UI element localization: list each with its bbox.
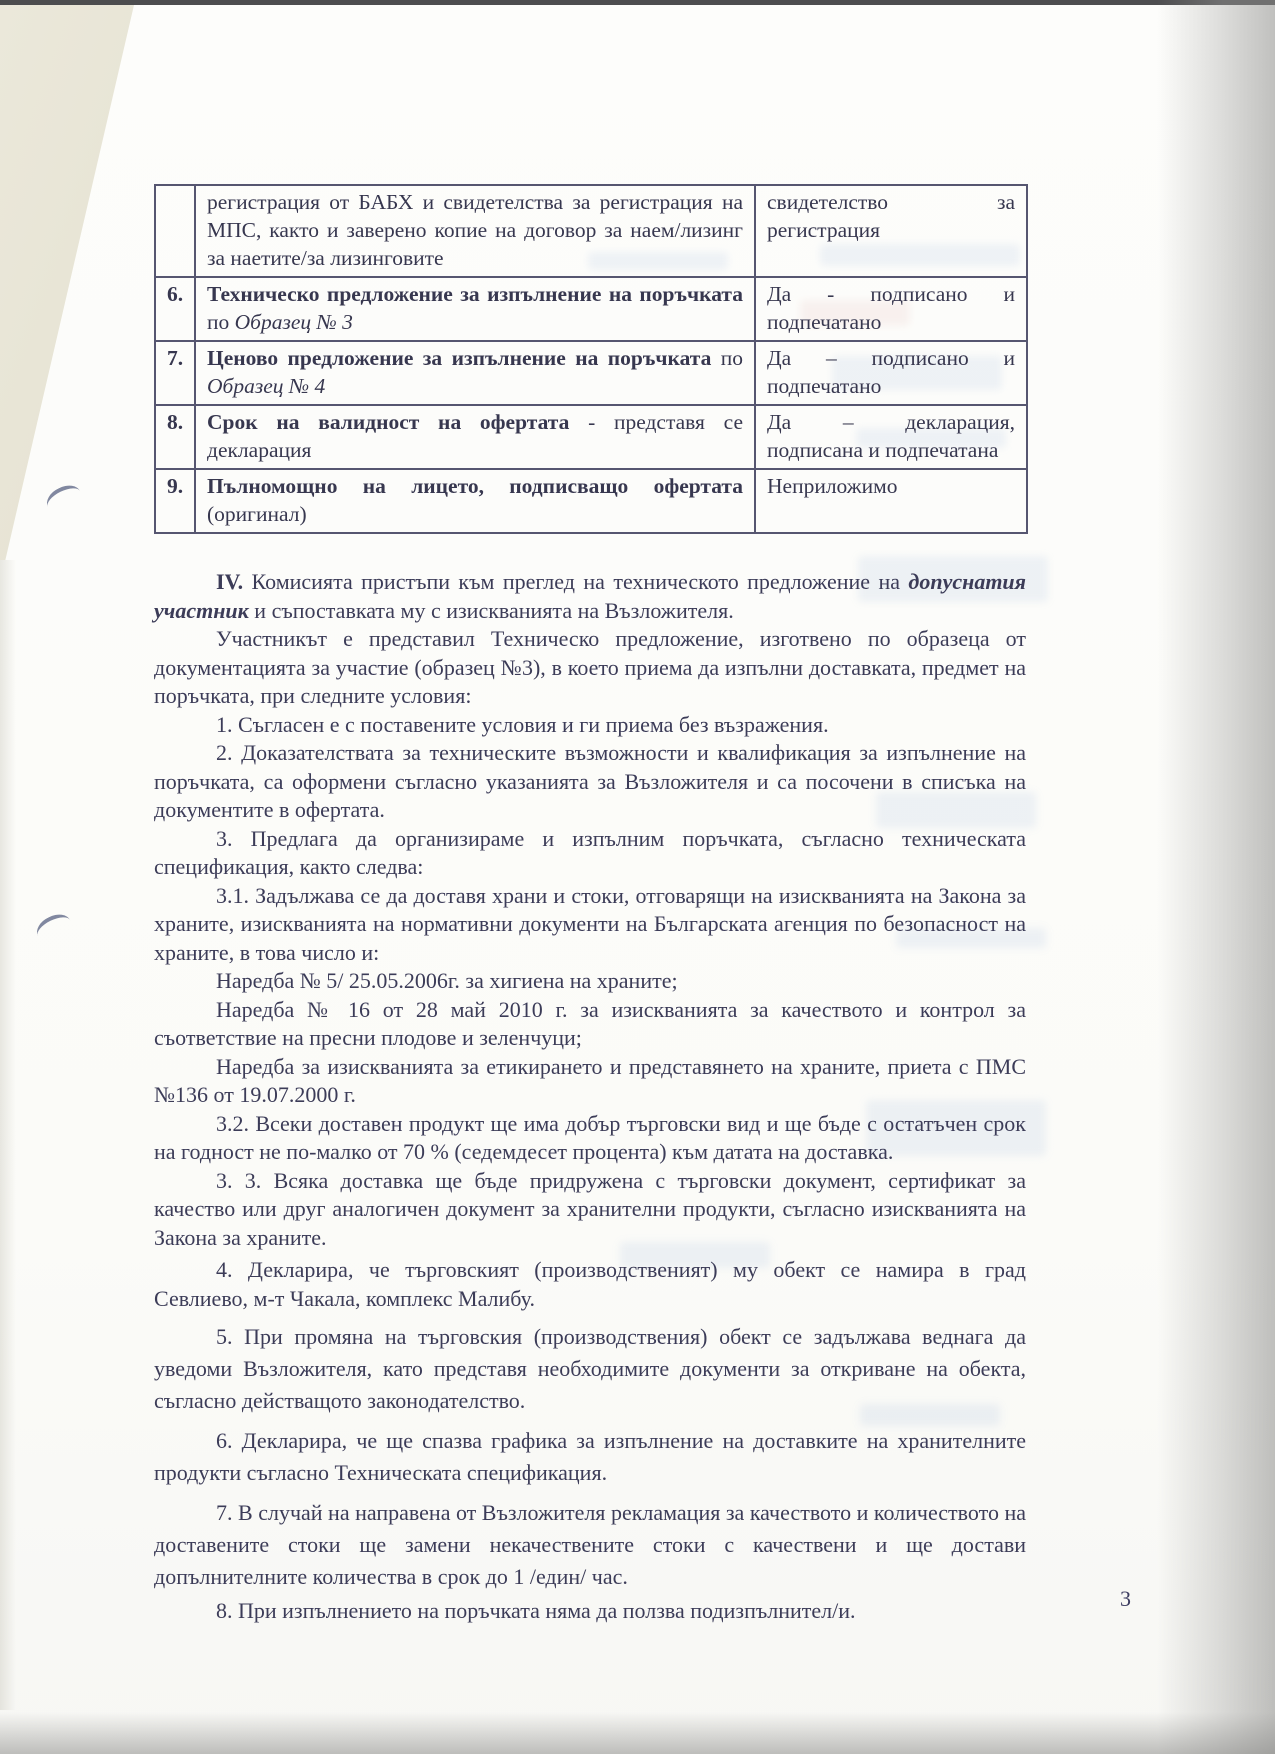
- row-number: 9.: [167, 474, 184, 498]
- row-number-cell: [155, 469, 195, 533]
- paragraph: 3. Предлага да организираме и изпълним поръчката, съгласно техническата спецификация, както следва:: [154, 825, 1026, 879]
- page-number: 3: [1120, 1586, 1131, 1611]
- paragraph: 4. Декларира, че търговският (производственият) му обект се намира в град Севлиево, м-т Чакала, комплекс Малибу.: [154, 1257, 1026, 1311]
- row-number-cell: [155, 405, 195, 469]
- compliance-text: Неприложимо: [767, 474, 898, 498]
- description-text: регистрация от БАБХ и свидетелства за регистрация на МПС, както и заверено копие на договор за наем/лизинг за наетите/за лизинговите: [207, 190, 743, 270]
- table-row: [155, 469, 1027, 533]
- description-text: (оригинал): [207, 502, 307, 526]
- description-text: - представя се декларация: [207, 410, 743, 462]
- description-text: по: [711, 346, 743, 370]
- page-edge-right: [1157, 0, 1275, 1754]
- description-bold: Ценово предложение за изпълнение на поръчката: [207, 346, 712, 370]
- paragraph: 2. Доказателствата за техническите възможности и квалификация за изпълнение на поръчката, са оформени съгласно указанията за Възложителя и са посочени в списъка на документите в офертата.: [154, 740, 1026, 822]
- item-description-cell: [195, 405, 755, 469]
- margin-mark: [43, 480, 86, 517]
- item-description-cell: [195, 469, 755, 533]
- row-number: 6.: [167, 282, 184, 306]
- table-row: [155, 277, 1027, 341]
- paragraph: 7. В случай на направена от Възложителя рекламация за качеството и количеството на доставените стоки ще замени некачествените стоки с качествени и ще достави допълнителните количества в срок до 1 /един/ час.: [154, 1500, 1026, 1589]
- description-bold: Срок на валидност на офертата: [207, 410, 570, 434]
- row-number: 7.: [167, 346, 184, 370]
- description-bold: Пълномощно на лицето, подписващо офертата: [207, 474, 743, 498]
- table-row: [155, 341, 1027, 405]
- compliance-text: Да - подписано и подпечатано: [767, 282, 1015, 334]
- paragraph: 3.2. Всеки доставен продукт ще има добър търговски вид и ще бъде с остатъчен срок на годност не по-малко от 70 % (седемдесет процента) към датата на доставка.: [154, 1110, 1026, 1164]
- intro-emphasis: допуснатия участник: [154, 569, 1026, 623]
- paragraph: Наредба № 5/ 25.05.2006г. за хигиена на храните;: [216, 968, 678, 993]
- item-description-cell: [195, 185, 755, 277]
- scanner-edge-top: [0, 0, 1275, 5]
- compliance-text: Да – декларация, подписана и подпечатана: [767, 410, 1015, 462]
- row-number-cell: [155, 185, 195, 277]
- row-number-cell: [155, 341, 195, 405]
- page-content: [154, 184, 1026, 1626]
- margin-mark: [33, 909, 76, 946]
- description-text: по: [207, 310, 235, 334]
- paragraph: 6. Декларира, че ще спазва графика за изпълнение на доставките на хранителните продукти съгласно Техническата спецификация.: [154, 1428, 1026, 1485]
- section-numeral: IV.: [216, 569, 244, 594]
- commission-review-text: [154, 568, 1026, 1626]
- compliance-cell: [755, 341, 1027, 405]
- paragraph: 3. 3. Всяка доставка ще бъде придружена с търговски документ, сертификат за качество или друг аналогичен документ за хранителни продукти, съгласно изискванията на Закона за храните.: [154, 1167, 1026, 1250]
- row-number: 8.: [167, 410, 184, 434]
- compliance-cell: [755, 469, 1027, 533]
- row-number-cell: [155, 277, 195, 341]
- compliance-cell: [755, 277, 1027, 341]
- paragraph: Участникът е представил Техническо предложение, изготвено по образеца от документацията за участие (образец №3), в което приема да изпълни доставката, предмет на поръчката, при следните условия:: [154, 626, 1026, 708]
- fold-corner: [0, 5, 134, 560]
- paragraph: 3.1. Задължава се да доставя храни и стоки, отговарящи на изискванията на Закона за храните, изискванията на нормативни документи на Българската агенция по безопасност на храните, в това число и:: [154, 882, 1026, 965]
- description-italic: Образец № 3: [234, 310, 353, 334]
- intro-text: Комисията пристъпи към преглед на техническото предложение на: [243, 569, 909, 594]
- documents-checklist-table: [154, 184, 1028, 534]
- table-row-continuation: [155, 185, 1027, 277]
- description-italic: Образец № 4: [207, 374, 326, 398]
- paragraph: Наредба № 16 от 28 май 2010 г. за изискванията за качеството и контрол за съответствие на пресни плодове и зеленчуци;: [154, 996, 1026, 1050]
- paragraph: 8. При изпълнението на поръчката няма да ползва подизпълнител/и.: [216, 1598, 856, 1623]
- paragraph: 5. При промяна на търговския (производствения) обект се задължава веднага да уведоми Възложителя, като представя необходимите документи за откриване на обекта, съгласно действащото законодателство.: [154, 1324, 1026, 1413]
- item-description-cell: [195, 277, 755, 341]
- compliance-text: свидетелство за регистрация: [767, 190, 1015, 242]
- compliance-cell: [755, 405, 1027, 469]
- page-edge-left: [0, 560, 16, 1710]
- compliance-text: Да – подписано и подпечатано: [767, 346, 1015, 398]
- paragraph: Наредба за изискванията за етикирането и представянето на храните, приета с ПМС №136 от 19.07.2000 г.: [154, 1053, 1026, 1107]
- item-description-cell: [195, 341, 755, 405]
- compliance-cell: [755, 185, 1027, 277]
- paragraph-section-iv: [154, 568, 1026, 625]
- intro-text: и съпоставката му с изискванията на Възложителя.: [248, 597, 734, 623]
- paragraph: 1. Съгласен е с поставените условия и ги приема без възражения.: [216, 711, 829, 737]
- page-edge-bottom: [0, 1712, 1275, 1754]
- description-bold: Техническо предложение за изпълнение на поръчката: [207, 282, 743, 306]
- table-row: [155, 405, 1027, 469]
